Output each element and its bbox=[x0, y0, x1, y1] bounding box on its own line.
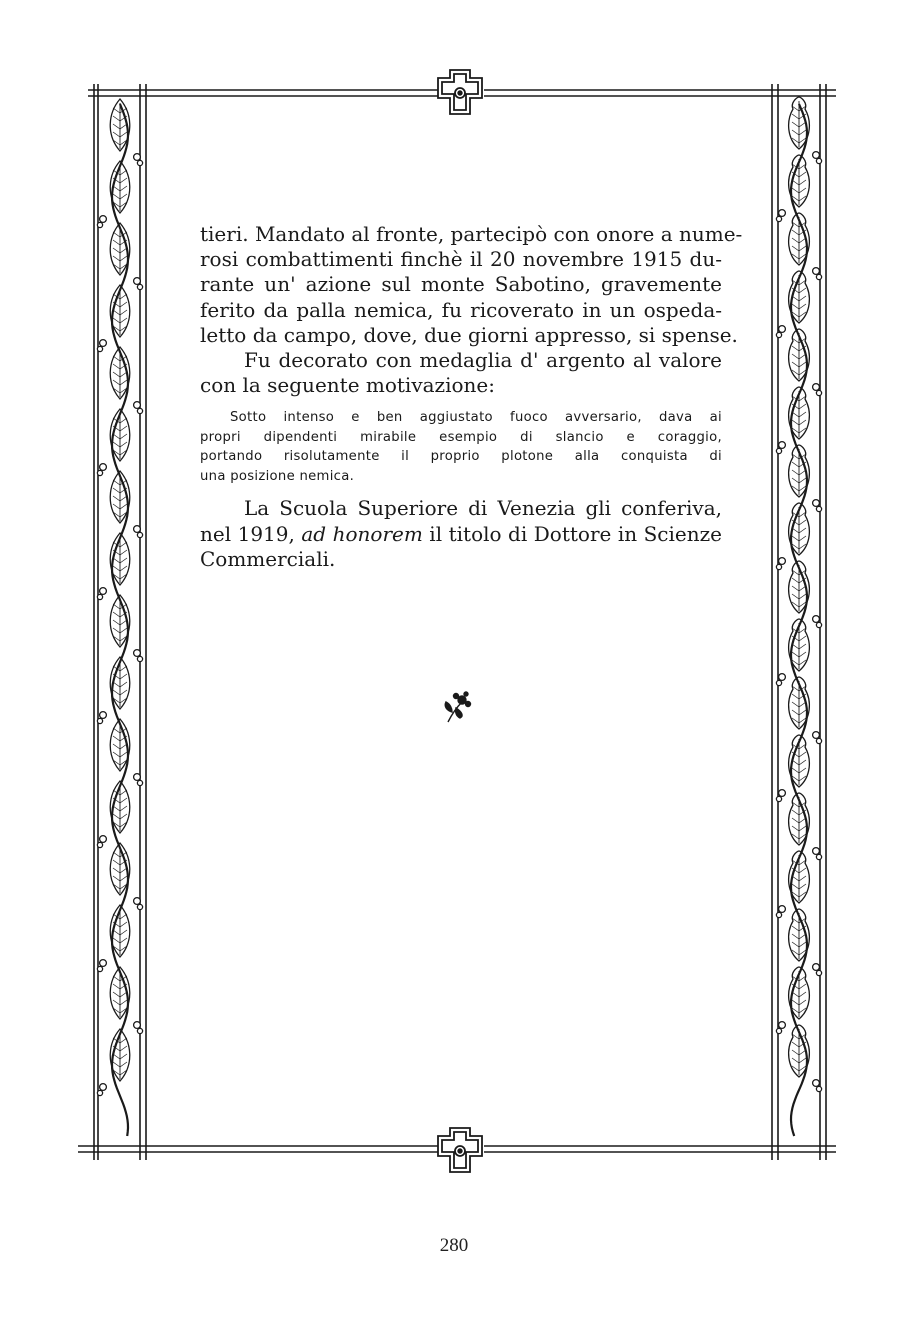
right-oak-vine bbox=[776, 97, 821, 1136]
quote-line: una posizione nemica. bbox=[200, 468, 355, 484]
top-cross-ornament bbox=[438, 70, 482, 114]
text-line: Commerciali. bbox=[200, 546, 336, 571]
bottom-cross-ornament bbox=[438, 1128, 482, 1172]
text-line: Fu decorato con medaglia d' argento al valore bbox=[244, 348, 722, 373]
paragraph-biography bbox=[200, 222, 743, 348]
text-line: con la seguente motivazione: bbox=[200, 373, 495, 398]
text-line: ferito da palla nemica, fu ricoverato in un ospeda- bbox=[200, 297, 722, 322]
italic-phrase: ad honorem bbox=[301, 521, 423, 546]
quote-line: Sotto intenso e ben aggiustato fuoco avversario, dava ai bbox=[230, 410, 722, 426]
text-segment: il titolo di Dottore in Scienze bbox=[422, 521, 722, 546]
text-line: tieri. Mandato al fronte, partecipò con onore a nume- bbox=[200, 222, 743, 246]
quote-line: propri dipendenti mirabile esempio di slancio e coraggio, bbox=[200, 429, 722, 445]
paragraph-decoration bbox=[200, 348, 722, 398]
page-number: 280 bbox=[439, 1235, 469, 1256]
text-line bbox=[200, 522, 722, 547]
quote-line: portando risolutamente il proprio plotone alla conquista di bbox=[200, 449, 722, 465]
text-line: letto da campo, dove, due giorni appresso, si spense. bbox=[200, 322, 738, 347]
citation-quote bbox=[200, 408, 722, 486]
text-line: La Scuola Superiore di Venezia gli conferiva, bbox=[244, 496, 722, 521]
text-line: rosi combattimenti finchè il 20 novembre 1915 du- bbox=[200, 247, 722, 272]
main-text bbox=[200, 222, 743, 572]
left-leaf-vine bbox=[97, 99, 142, 1136]
flower-ornament bbox=[445, 692, 470, 722]
paragraph-honorary-degree bbox=[200, 496, 722, 572]
text-segment: nel 1919, bbox=[200, 521, 302, 546]
text-line: rante un' azione sul monte Sabotino, gravemente bbox=[200, 272, 722, 297]
